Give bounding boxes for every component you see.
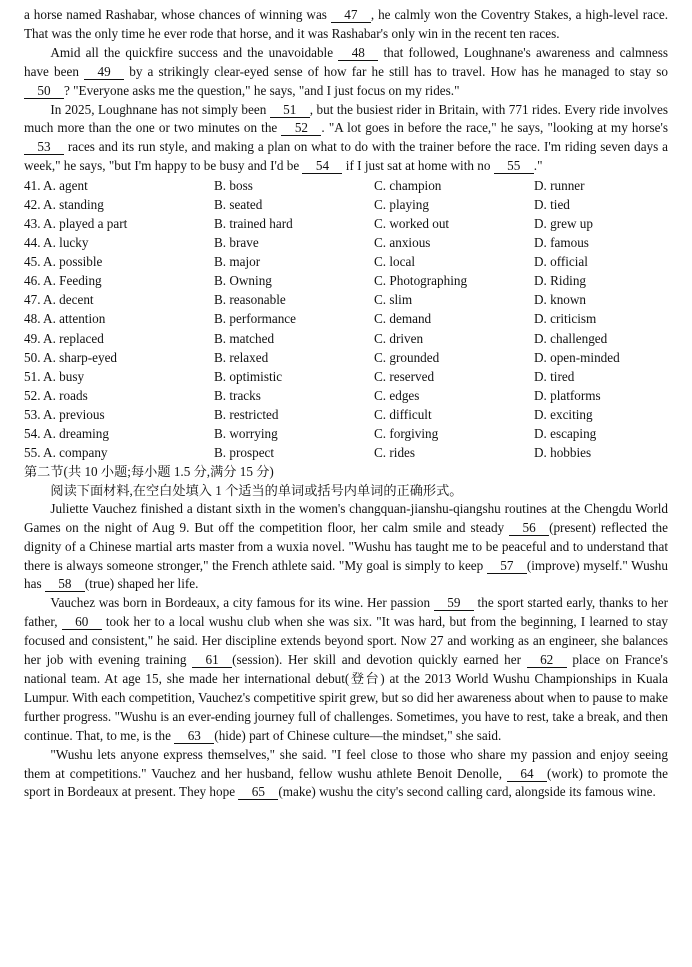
option-row [24,195,668,214]
option-d: D. criticism [534,311,597,327]
option-a: 53. A. previous [24,406,105,422]
text: took her to a local wushu club when she was six. "It was hard, but from the beginning, I learned to stay focused and consistent," he said. Her discipline extends beyond sport. Now 27 and working as an engineer, she balances her job with evening training [24,614,669,668]
passage2-paragraph-2 [24,594,668,745]
text: (improve) myself." Wushu has [24,557,668,592]
option-a: 43. A. played a part [24,216,128,232]
blank-48: 48 [338,46,378,61]
passage2-paragraph-1 [24,500,668,595]
option-d: D. famous [534,235,589,251]
text: ? "Everyone asks me the question," he says, "and I just focus on my rides." [64,82,460,98]
option-d: D. official [534,254,588,270]
option-row [24,386,668,405]
option-c: C. rides [374,444,416,460]
blank-57: 57 [487,559,527,574]
option-c: C. anxious [374,235,431,251]
passage1-paragraph-1 [24,6,668,44]
option-b: B. relaxed [214,349,269,365]
option-a: 46. A. Feeding [24,273,102,289]
option-row [24,290,668,309]
text: the sport started early, thanks to her father, [24,595,668,630]
option-c: C. Photographing [374,273,468,289]
option-d: D. open-minded [534,349,620,365]
option-b: B. prospect [214,444,275,460]
blank-55: 55 [494,159,534,174]
option-row [24,405,668,424]
text: by a strikingly clear-eyed sense of how far he still has to travel. How has he managed to stay so [124,63,668,79]
option-d: D. challenged [534,330,608,346]
text: Amid all the quickfire success and the unavoidable [50,44,339,60]
text: ." [533,158,543,174]
blank-58: 58 [45,577,85,592]
option-b: B. reasonable [214,292,286,308]
option-row [24,329,668,348]
option-b: B. matched [214,330,275,346]
option-d: D. escaping [534,425,597,441]
text: Vauchez was born in Bordeaux, a city famous for its wine. Her passion [50,595,434,611]
blank-49: 49 [84,65,124,80]
option-c: C. difficult [374,406,432,422]
option-d: D. runner [534,178,585,194]
option-a: 49. A. replaced [24,330,104,346]
blank-64: 64 [507,767,547,782]
option-c: C. slim [374,292,413,308]
option-b: B. major [214,254,261,270]
option-row [24,348,668,367]
option-row [24,233,668,252]
option-a: 51. A. busy [24,368,85,384]
text: races and its run style, and making a plan on what to do with the trainer before the race. I'm riding seven days a week," he says, "but I'm happy to be busy and I'd be [24,139,668,174]
option-d: D. exciting [534,406,593,422]
text: (present) reflected the dignity of a Chinese martial arts master from a wuxia novel. "Wushu has taught me to be peaceful and to understand that there is always someone stronger," the French athlete said. "My goal is simply to keep [24,519,669,573]
blank-54: 54 [302,159,342,174]
passage1-paragraph-2 [24,44,668,101]
option-a: 52. A. roads [24,387,88,403]
blank-53: 53 [24,140,64,155]
blank-47: 47 [331,8,371,23]
option-b: B. worrying [214,425,278,441]
option-b: B. performance [214,311,297,327]
option-b: B. tracks [214,387,261,403]
option-b: B. seated [214,197,263,213]
option-row [24,367,668,386]
option-c: C. edges [374,387,420,403]
text: (hide) part of Chinese culture—the mindset," she said. [214,727,502,743]
option-row [24,271,668,290]
section-2-instruction: 阅读下面材料,在空白处填入 1 个适当的单词或括号内单词的正确形式。 [50,482,463,498]
option-d: D. grew up [534,216,593,232]
option-row [24,443,668,462]
text: (session). Her skill and devotion quickly earned her [232,652,527,668]
blank-50: 50 [24,84,64,99]
option-c: C. reserved [374,368,435,384]
text: (work) to promote the sport in Bordeaux at present. They hope [24,765,668,800]
passage2-paragraph-3 [24,746,668,803]
option-c: C. forgiving [374,425,439,441]
option-row [24,424,668,443]
blank-65: 65 [238,785,278,800]
option-c: C. driven [374,330,424,346]
option-d: D. platforms [534,387,601,403]
text: that followed, Loughnane's awareness and calmness have been [24,44,668,79]
option-row [24,252,668,271]
option-b: B. brave [214,235,259,251]
blank-63: 63 [174,729,214,744]
blank-62: 62 [527,653,567,668]
option-b: B. trained hard [214,216,293,232]
option-a: 44. A. lucky [24,235,89,251]
text: place on France's national team. At age 15, she made her international debut(登台) at the 2013 World Wushu Championships in Kuala Lumpur. With each competition, Vauchez's competitive spirit grew, but so did her awareness about when to pause to make further progress. "Wushu is an ever-ending journey full of challenges. Sometimes, you have to rest, take a break, and then continue. That, to me, is the [24,652,668,743]
option-d: D. known [534,292,587,308]
blank-51: 51 [270,103,310,118]
blank-61: 61 [192,653,232,668]
option-c: C. demand [374,311,432,327]
blank-56: 56 [509,521,549,536]
option-c: C. local [374,254,416,270]
option-row [24,176,668,195]
option-c: C. grounded [374,349,440,365]
text: Juliette Vauchez finished a distant sixth in the women's changquan-jianshu-qiangshu routines at the Chengdu World Games on the night of Aug 9. But off the competition floor, her calm smile and steady [24,500,668,535]
option-b: B. optimistic [214,368,283,384]
option-row [24,214,668,233]
option-a: 50. A. sharp-eyed [24,349,118,365]
text: . "A lot goes in before the race," he says, "looking at my horse's [321,120,668,136]
text: In 2025, Loughnane has not simply been [50,101,270,117]
option-d: D. Riding [534,273,587,289]
blank-60: 60 [62,615,102,630]
option-a: 45. A. possible [24,254,103,270]
section-2-title: 第二节(共 10 小题;每小题 1.5 分,满分 15 分) [24,463,274,479]
option-row [24,309,668,328]
option-b: B. restricted [214,406,279,422]
option-a: 55. A. company [24,444,108,460]
option-a: 54. A. dreaming [24,425,109,441]
passage1-paragraph-3 [24,101,668,177]
blank-59: 59 [434,596,474,611]
text: a horse named Rashabar, whose chances of winning was [24,7,331,22]
option-a: 42. A. standing [24,197,104,213]
text: (true) shaped her life. [84,576,199,592]
blank-52: 52 [281,121,321,136]
answer-options-table [24,176,668,462]
text: , but the busiest rider in Britain, with 771 rides. Every ride involves much more than the one or two minutes on the [24,101,668,136]
option-c: C. playing [374,197,429,213]
text: "Wushu lets anyone express themselves," she said. "I feel close to those who share my passion and enjoy seeing them at competitions." Vauchez and her husband, fellow wushu athlete Benoit Denolle, [24,746,668,781]
text: if I just sat at home with no [342,158,494,174]
option-d: D. tired [534,368,575,384]
text: (make) wushu the city's second calling card, alongside its famous wine. [278,784,656,800]
option-b: B. boss [214,178,253,194]
option-a: 47. A. decent [24,292,94,308]
option-b: B. Owning [214,273,272,289]
option-a: 48. A. attention [24,311,106,327]
text: , he calmly won the Coventry Stakes, a high-level race. That was the only time he ever rode that horse, and it was Rashabar's only win in the recent ten races. [24,7,668,41]
option-d: D. tied [534,197,570,213]
option-c: C. champion [374,178,442,194]
option-c: C. worked out [374,216,450,232]
option-d: D. hobbies [534,444,592,460]
option-a: 41. A. agent [24,178,88,194]
